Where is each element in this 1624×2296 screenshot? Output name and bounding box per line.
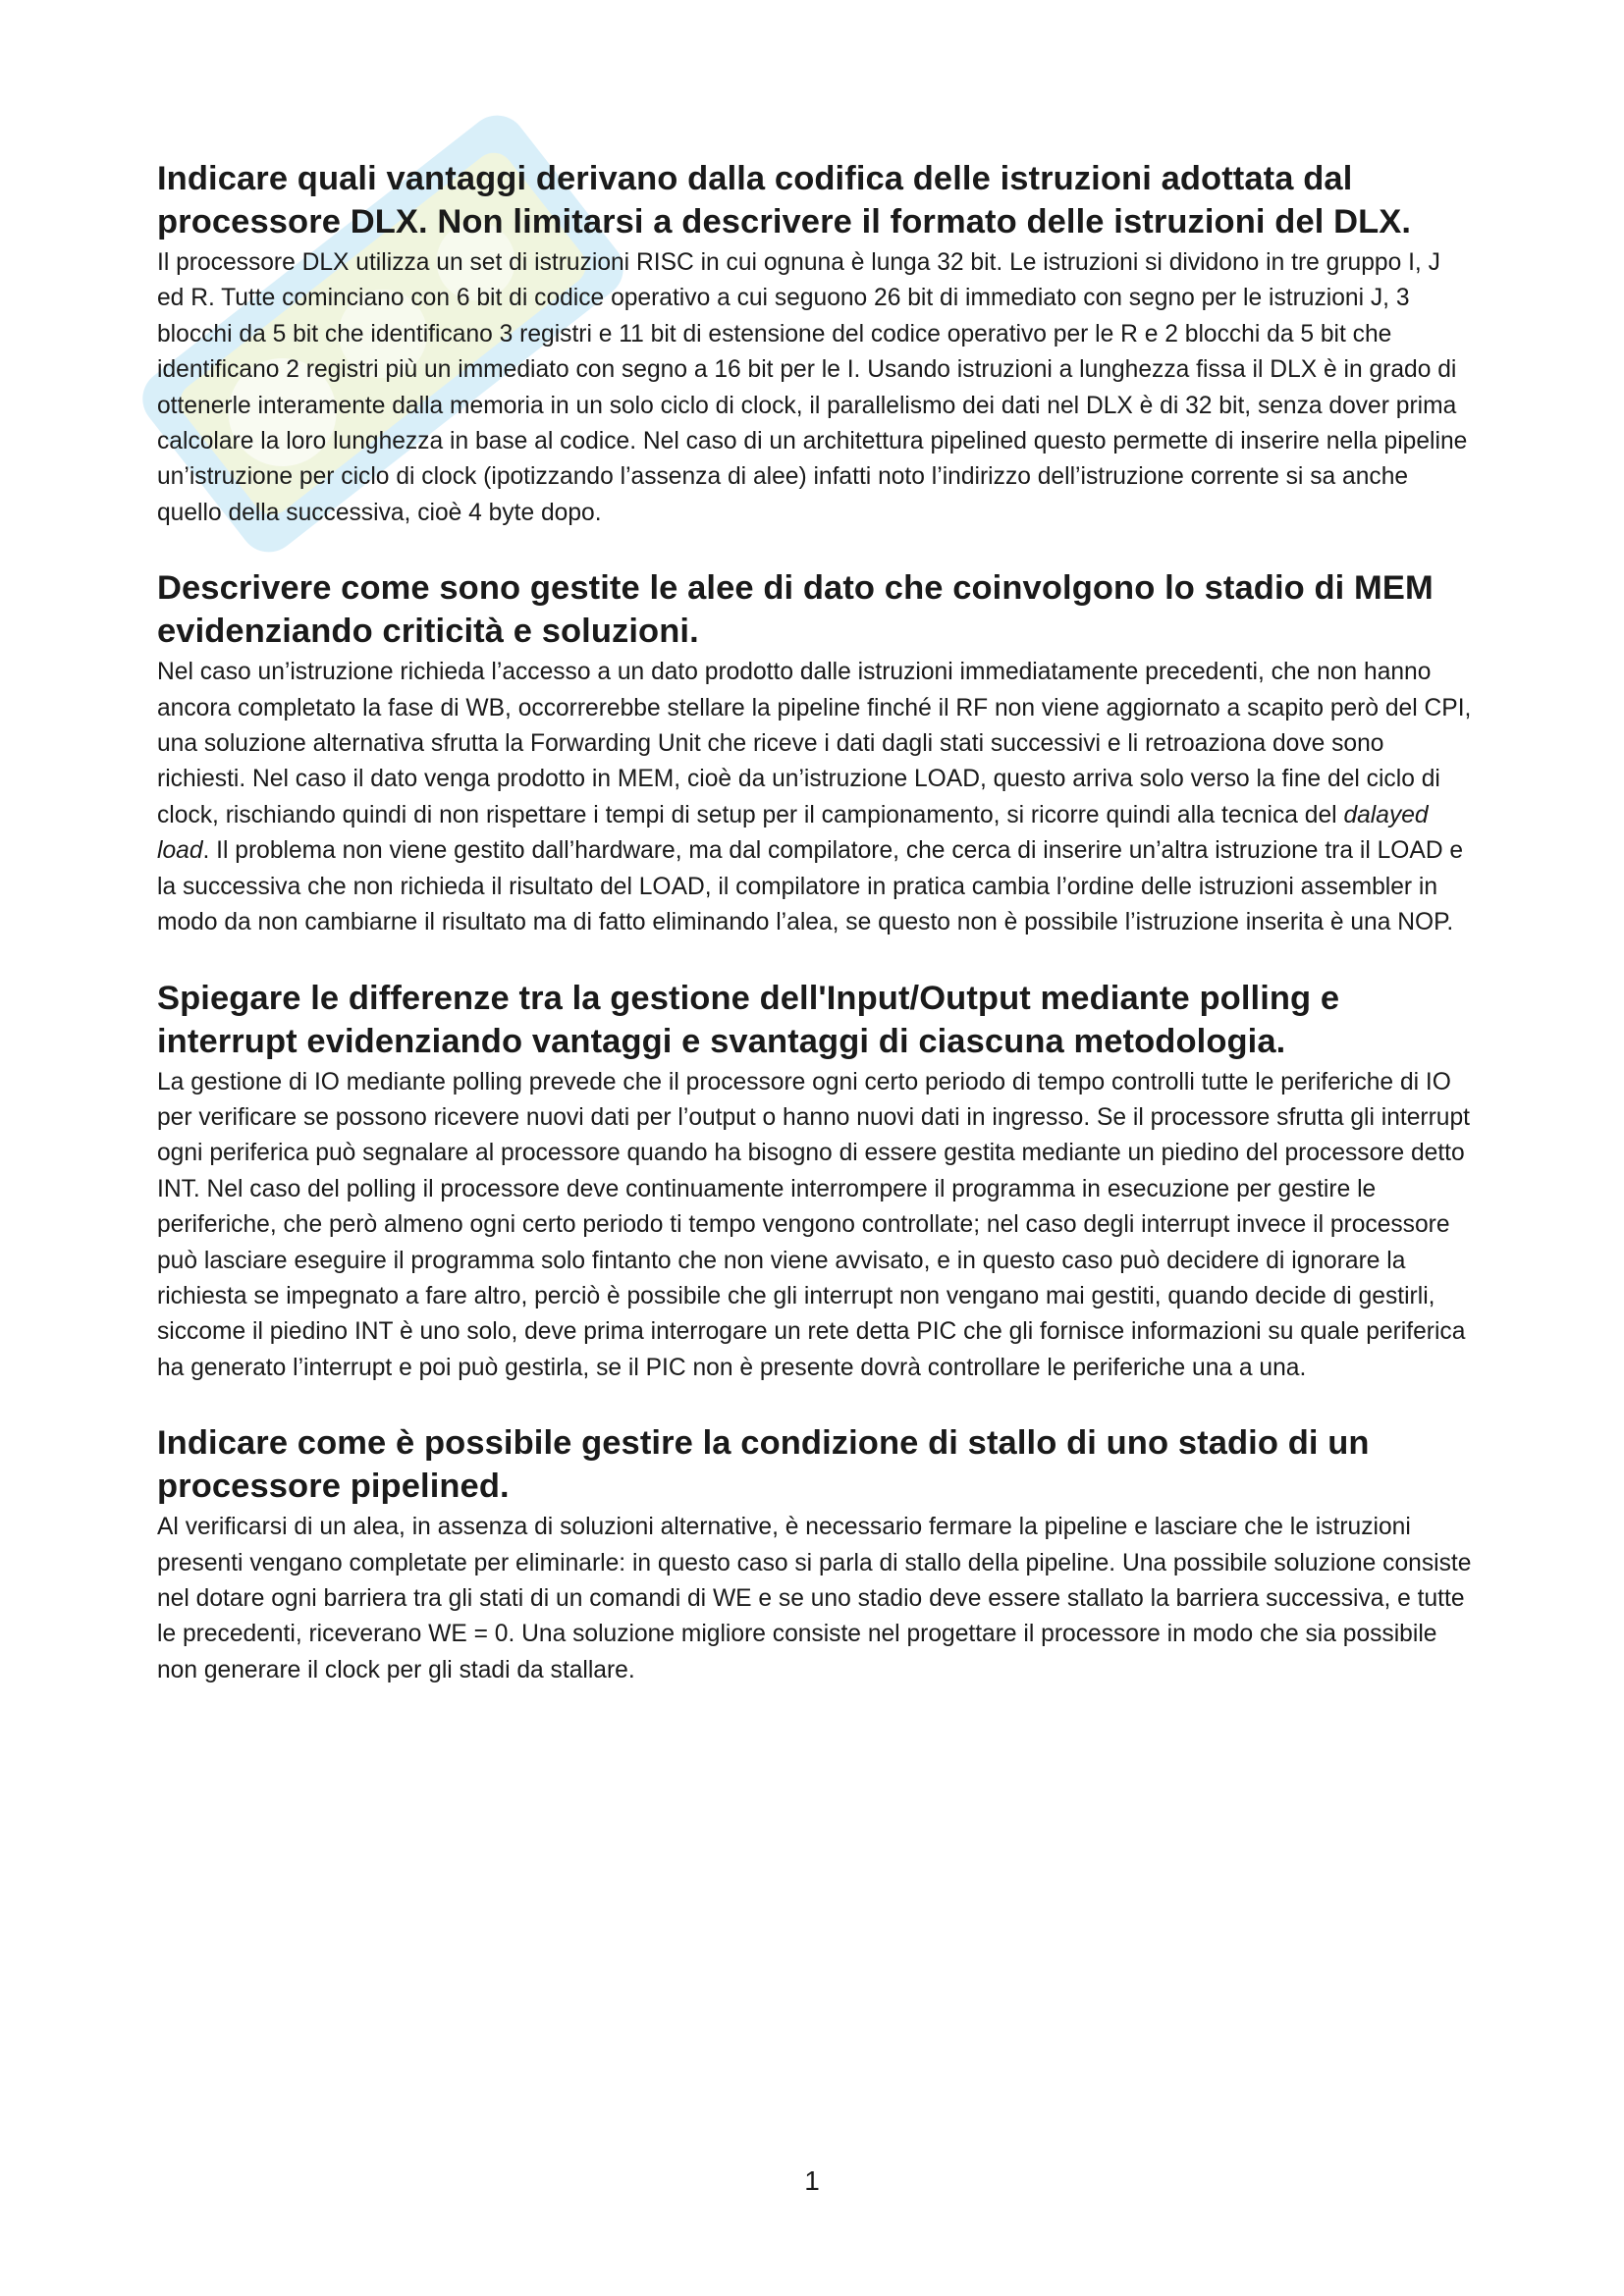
body-text: Nel caso un’istruzione richieda l’accesso a un dato prodotto dalle istruzioni immediatamente precedenti, che non hanno ancora completato la fase di WB, occorrerebbe stellare la pipeline finché il RF non viene aggiornato a scapito però del CPI, una soluzione alternativa sfrutta la Forwarding Unit che riceve i dati dagli stati successivi e li retroaziona dove sono richiesti. Nel caso il dato venga prodotto in MEM, cioè da un’istruzione LOAD, questo arriva solo verso la fine del ciclo di clock, rischiando quindi di non rispettare i tempi di setup per il campionamento, si ricorre quindi alla tecnica del [157, 659, 1472, 828]
body-text: . Il problema non viene gestito dall’hardware, ma dal compilatore, che cerca di inserire un’altra istruzione tra il LOAD e la successiva che non richieda il risultato del LOAD, il compilatore in pratica cambia l’ordine delle istruzioni assembler in modo da non cambiarne il risultato ma di fatto eliminando l’alea, se questo non è possibile l’istruzione inserita è una NOP. [157, 837, 1464, 936]
section-mem-hazards [157, 566, 1473, 940]
section-heading: Descrivere come sono gestite le alee di dato che coinvolgono lo stadio di MEM evidenziando criticità e soluzioni. [157, 569, 1434, 651]
document-page [157, 157, 1473, 1724]
section-body [157, 655, 1473, 940]
section-heading: Indicare quali vantaggi derivano dalla codifica delle istruzioni adottata dal processore DLX. Non limitarsi a descrivere il formato delle istruzioni del DLX. [157, 160, 1412, 240]
page-number: 1 [804, 2165, 820, 2196]
emphasized-term: dalayed load [157, 801, 1429, 865]
section-body: La gestione di IO mediante polling prevede che il processore ogni certo periodo di tempo controlli tutte le periferiche di IO per verificare se possono ricevere nuovi dati per l’output o hanno nuovi dati in ingresso. Se il processore sfrutta gli interrupt ogni periferica può segnalare al processore quando ha bisogno di essere gestita mediante un piedino del processore detto INT. Nel caso del polling il processore deve continuamente interrompere il programma in esecuzione per gestire le periferiche, che però almeno ogni certo periodo ti tempo vengono controllate; nel caso degli interrupt invece il processore può lasciare eseguire il programma solo fintanto che non viene avvisato, e in questo caso può decidere di ignorare la richiesta se impegnato a fare altro, perciò è possibile che gli interrupt non vengano mai gestiti, quando decide di gestirli, siccome il piedino INT è uno solo, deve prima interrogare un rete detta PIC che gli fornisce informazioni su quale periferica ha generato l’interrupt e poi può gestirla, se il PIC non è presente dovrà controllare le periferiche una a una. [157, 1068, 1470, 1381]
section-dlx-encoding [157, 157, 1473, 531]
section-heading: Indicare come è possibile gestire la condizione di stallo di uno stadio di un processore pipelined. [157, 1424, 1370, 1506]
section-body: Il processore DLX utilizza un set di istruzioni RISC in cui ognuna è lunga 32 bit. Le istruzioni si dividono in tre gruppo I, J ed R. Tutte cominciano con 6 bit di codice operativo a cui seguono 26 bit di immediato con segno per le istruzioni J, 3 blocchi da 5 bit che identificano 3 registri e 11 bit di estensione del codice operativo per le R e 2 blocchi da 5 bit che identificano 2 registri più un immediato con segno a 16 bit per le I. Usando istruzioni a lunghezza fissa il DLX è in grado di ottenerle interamente dalla memoria in un solo ciclo di clock, il parallelismo dei dati nel DLX è di 32 bit, senza dover prima calcolare la loro lunghezza in base al codice. Nel caso di un architettura pipelined questo permette di inserire nella pipeline un’istruzione per ciclo di clock (ipotizzando l’assenza di alee) infatti noto l’indirizzo dell’istruzione corrente si sa anche quello della successiva, cioè 4 byte dopo. [157, 249, 1468, 526]
section-body: Al verificarsi di un alea, in assenza di soluzioni alternative, è necessario fermare la pipeline e lasciare che le istruzioni presenti vengano completate per eliminarle: in questo caso si parla di stallo della pipeline. Una possibile soluzione consiste nel dotare ogni barriera tra gli stati di un comandi di WE e se uno stadio deve essere stallato la barriera successiva, e tutte le precedenti, riceverano WE = 0. Una soluzione migliore consiste nel progettare il processore in modo che sia possibile non generare il clock per gli stadi da stallare. [157, 1514, 1472, 1683]
section-polling-interrupt [157, 977, 1473, 1387]
section-heading: Spiegare le differenze tra la gestione dell'Input/Output mediante polling e interrupt evidenziando vantaggi e svantaggi di ciascuna metodologia. [157, 979, 1340, 1060]
section-pipeline-stall [157, 1421, 1473, 1688]
